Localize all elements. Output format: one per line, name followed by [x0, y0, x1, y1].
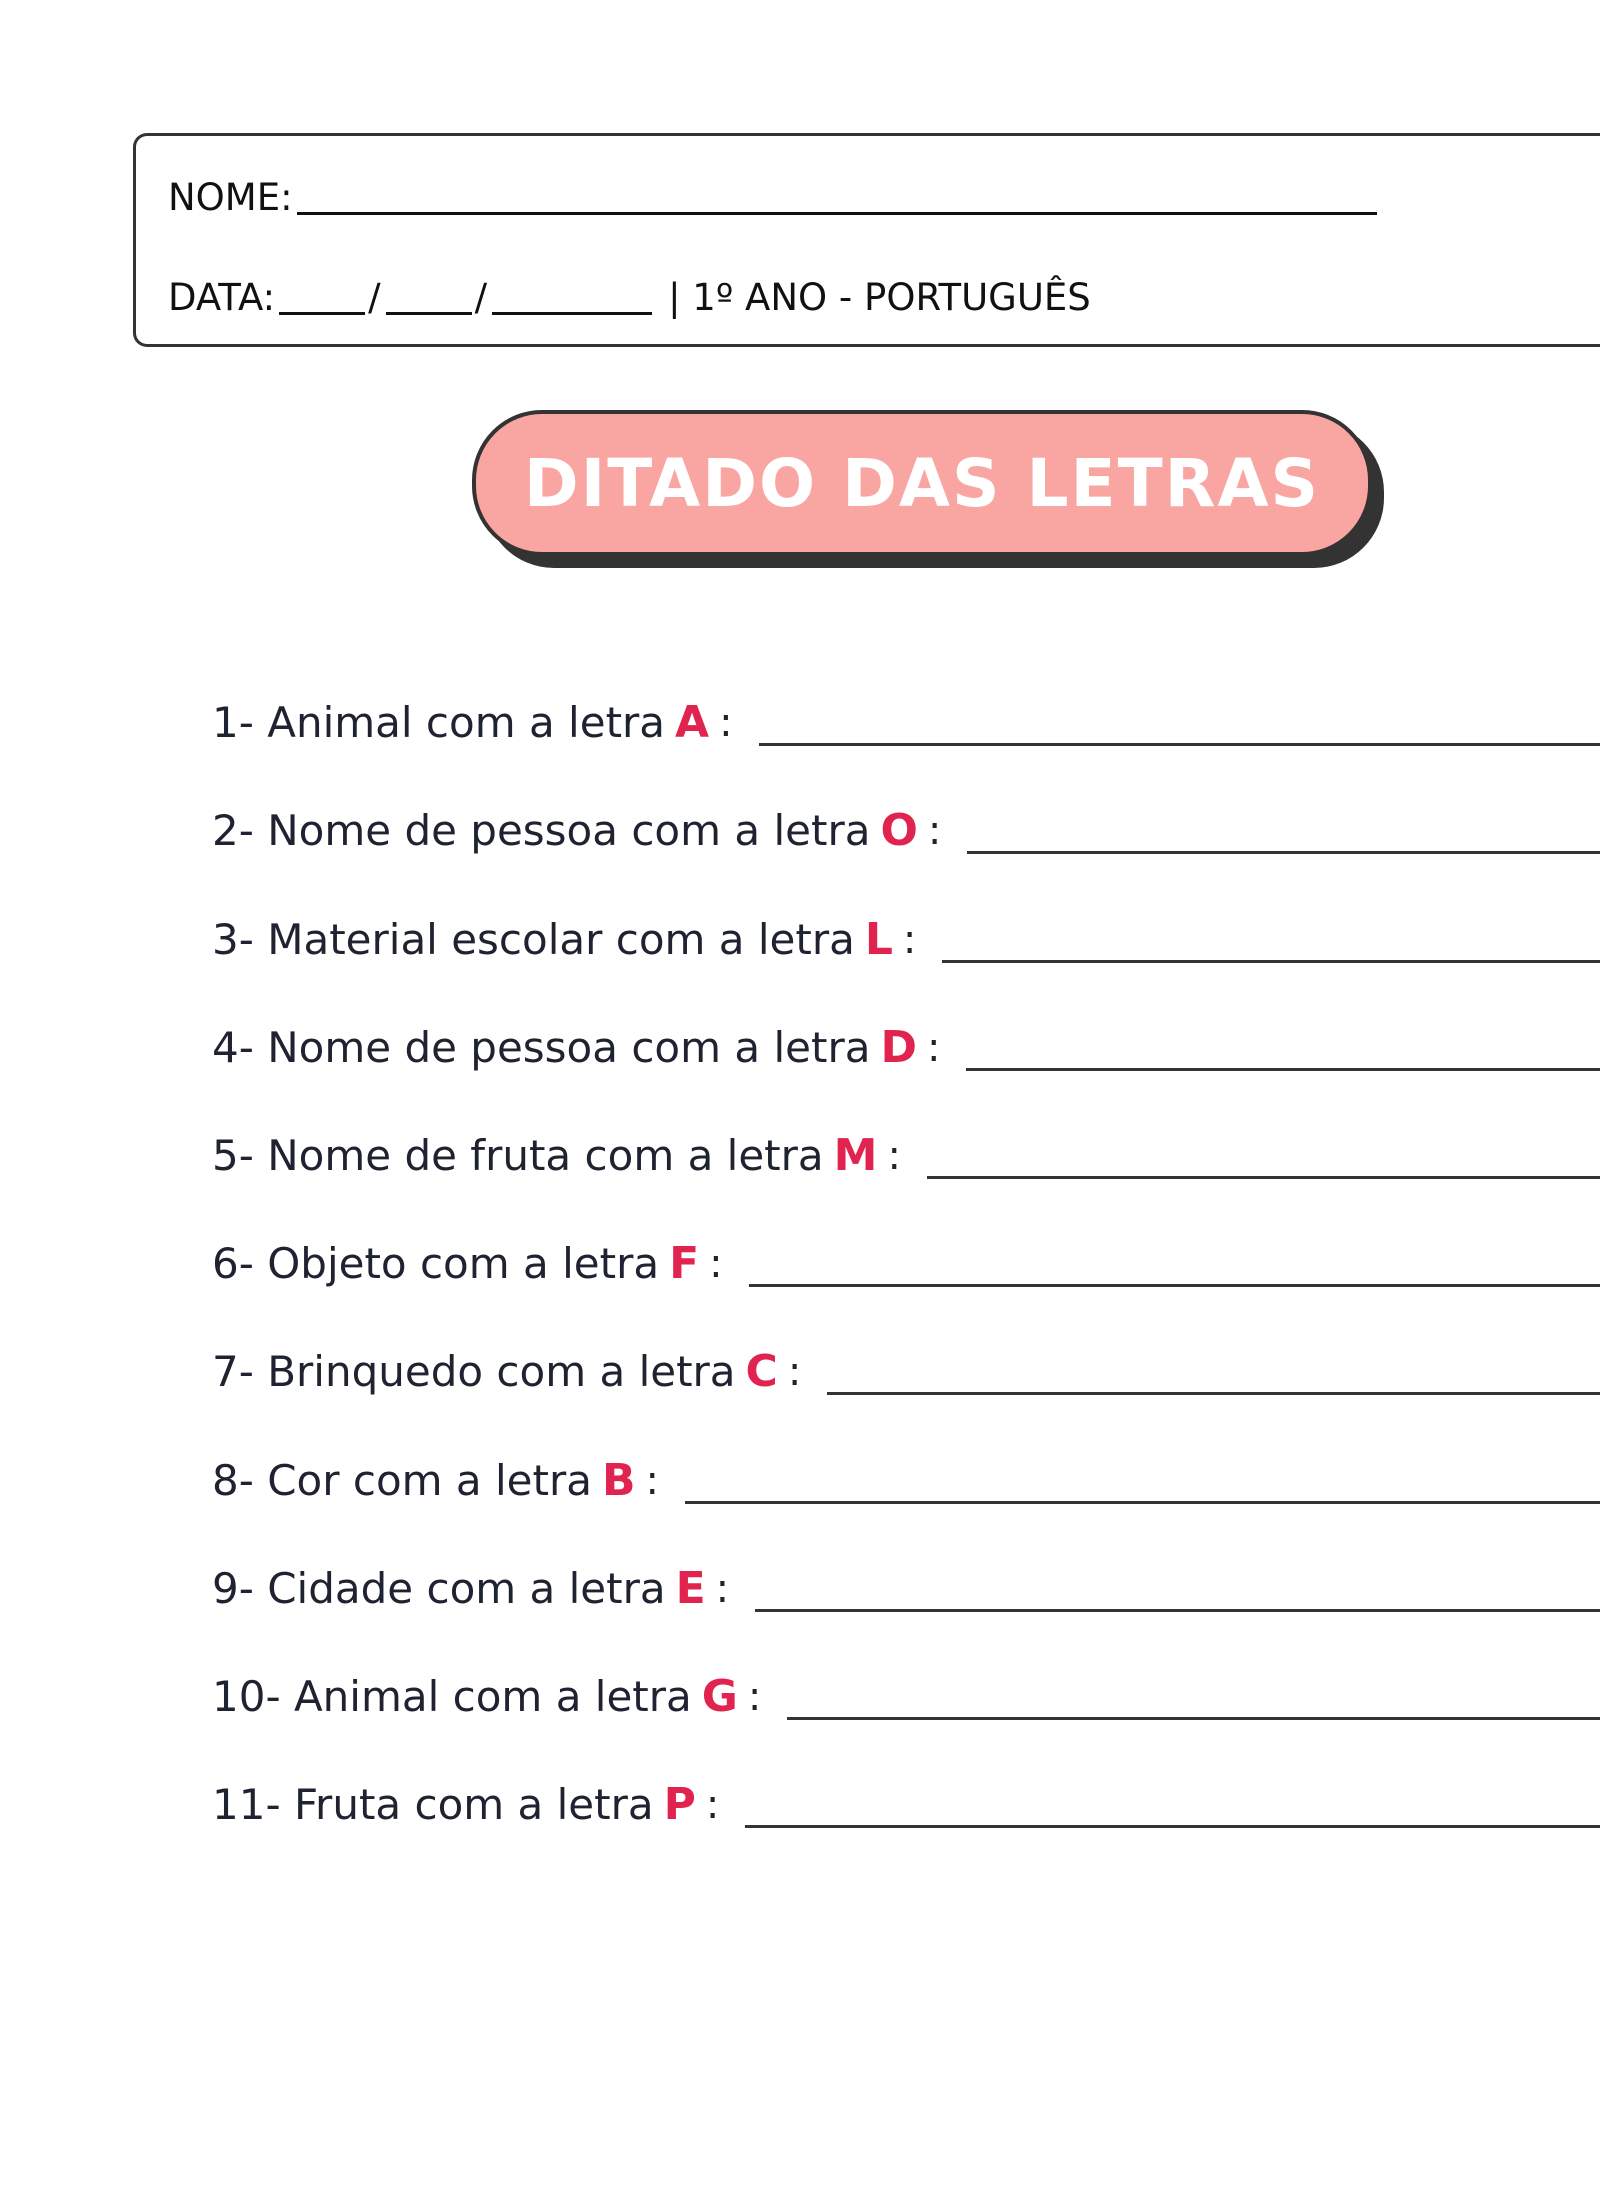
date-label: DATA: [168, 276, 276, 319]
answer-line[interactable] [967, 821, 1600, 854]
question-colon: : [715, 1565, 730, 1612]
question-item [212, 1397, 1600, 1505]
name-field[interactable] [297, 178, 1377, 215]
question-colon: : [747, 1673, 762, 1720]
question-colon: : [887, 1132, 901, 1179]
question-item [212, 748, 1600, 856]
answer-line[interactable] [966, 1038, 1600, 1071]
question-colon: : [927, 808, 942, 855]
question-item [212, 1614, 1600, 1722]
answer-line[interactable] [755, 1579, 1600, 1612]
date-year-field[interactable] [492, 278, 652, 315]
question-text: 7- Brinquedo com a letra [212, 1347, 736, 1397]
question-item [212, 1073, 1600, 1181]
question-letter: D [880, 1021, 917, 1073]
question-item [212, 965, 1600, 1073]
question-letter: P [663, 1779, 696, 1831]
question-letter: F [669, 1238, 700, 1290]
answer-line[interactable] [759, 713, 1600, 746]
question-letter: C [745, 1346, 778, 1398]
date-row [168, 276, 1091, 319]
question-colon: : [927, 1024, 941, 1071]
question-letter: E [675, 1562, 706, 1614]
question-colon: : [719, 700, 733, 747]
question-colon: : [705, 1782, 720, 1829]
question-item [212, 640, 1600, 748]
question-text: 5- Nome de fruta com a letra [212, 1130, 824, 1180]
question-item [212, 1289, 1600, 1397]
question-colon: : [902, 916, 917, 963]
student-info-box [133, 133, 1600, 347]
date-month-field[interactable] [386, 278, 472, 315]
question-list [212, 640, 1600, 1830]
question-letter: O [880, 805, 918, 857]
question-text: 3- Material escolar com a letra [212, 914, 855, 964]
question-item [212, 1181, 1600, 1289]
date-separator: / [368, 276, 381, 319]
question-item [212, 856, 1600, 964]
question-colon: : [787, 1349, 802, 1396]
answer-line[interactable] [927, 1146, 1600, 1179]
question-text: 9- Cidade com a letra [212, 1563, 666, 1613]
question-text: 8- Cor com a letra [212, 1455, 592, 1505]
question-colon: : [645, 1457, 660, 1504]
question-item [212, 1506, 1600, 1614]
answer-line[interactable] [749, 1254, 1600, 1287]
title-banner [472, 410, 1372, 560]
answer-line[interactable] [942, 930, 1600, 963]
question-item [212, 1722, 1600, 1830]
question-text: 1- Animal com a letra [212, 698, 666, 748]
answer-line[interactable] [827, 1362, 1600, 1395]
question-text: 10- Animal com a letra [212, 1671, 692, 1721]
date-separator: / [474, 276, 488, 319]
page-title: DITADO DAS LETRAS [523, 444, 1321, 522]
date-day-field[interactable] [279, 278, 365, 315]
question-letter: L [864, 913, 893, 965]
question-letter: A [675, 697, 710, 749]
question-text: 11- Fruta com a letra [212, 1780, 654, 1830]
question-text: 6- Objeto com a letra [212, 1239, 660, 1289]
answer-line[interactable] [787, 1687, 1600, 1720]
question-colon: : [709, 1241, 723, 1288]
question-letter: B [602, 1454, 636, 1506]
question-letter: M [833, 1129, 878, 1181]
answer-line[interactable] [745, 1795, 1600, 1828]
grade-subject: | 1º ANO - PORTUGUÊS [668, 276, 1091, 319]
name-row [168, 176, 1379, 219]
question-text: 4- Nome de pessoa com a letra [212, 1022, 871, 1072]
title-banner-box [472, 410, 1372, 556]
answer-line[interactable] [685, 1471, 1600, 1504]
name-label: NOME: [168, 176, 293, 219]
question-letter: G [701, 1670, 738, 1722]
question-text: 2- Nome de pessoa com a letra [212, 806, 871, 856]
